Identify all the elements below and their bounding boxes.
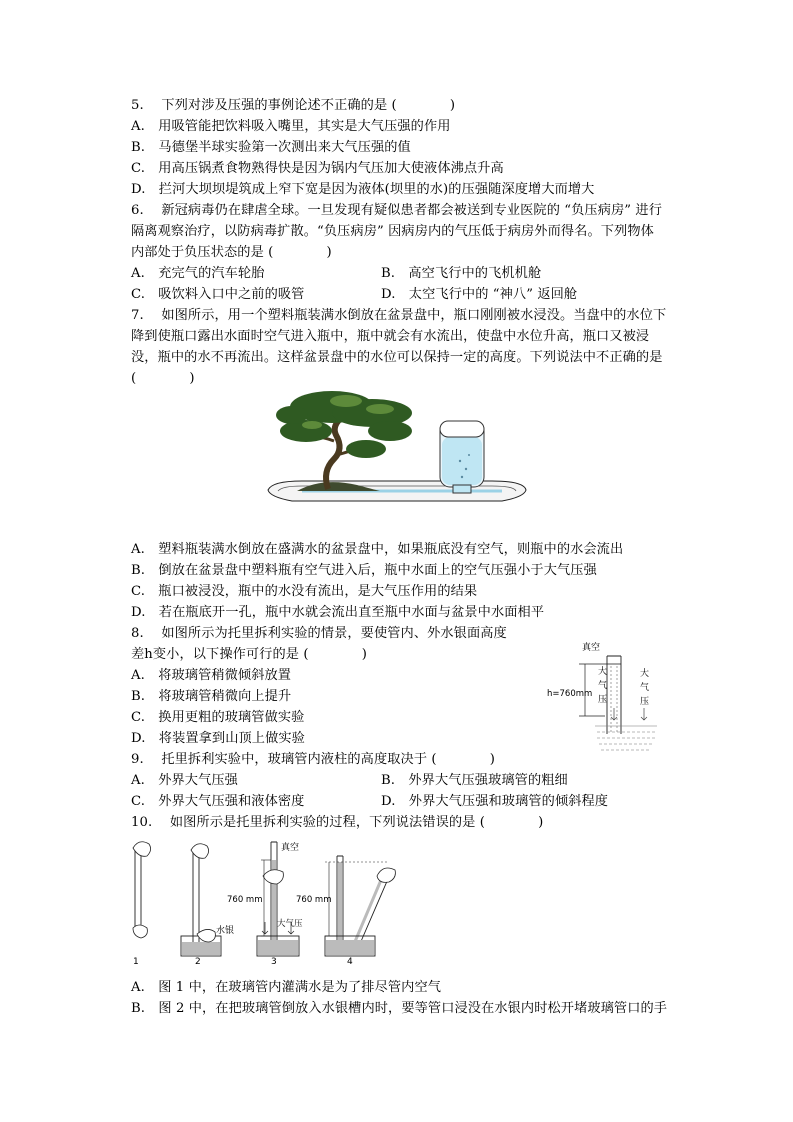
q7-stem-line4: ( ): [131, 371, 195, 386]
step-2: [181, 844, 234, 967]
q10-option-a: A. 图 1 中，在玻璃管内灌满水是为了排尽管内空气: [131, 980, 442, 995]
height-label-2: 760 mm: [296, 895, 332, 905]
q7-option-a: A. 塑料瓶装满水倒放在盛满水的盆景盘中，如果瓶底没有空气，则瓶中的水会流出: [131, 542, 624, 557]
step-number-4: 4: [347, 957, 353, 967]
step-number-1: 1: [133, 957, 139, 967]
q8-stem-line2: 差h变小，以下操作可行的是 ( ): [131, 647, 367, 662]
q6-option-a: A. 充完气的汽车轮胎: [131, 266, 265, 281]
h-760mm-label: h=760mm: [547, 689, 593, 699]
q9-option-b: B. 外界大气压强玻璃管的粗细: [381, 773, 568, 788]
q6-stem-line1: 6. 新冠病毒仍在肆虐全球。一旦发现有疑似患者都会被送到专业医院的 “负压病房” 进行: [131, 203, 662, 218]
step-3: [227, 841, 303, 967]
outer-pressure-char-2: 气: [640, 683, 650, 693]
mercury-label: 水银: [216, 926, 235, 936]
outer-pressure-char-1: 大: [640, 669, 650, 679]
height-label-1: 760 mm: [227, 895, 263, 905]
q9-option-d: D. 外界大气压强和玻璃管的倾斜程度: [381, 794, 609, 809]
q6-option-c: C. 吸饮料入口中之前的吸管: [131, 287, 305, 302]
step-4: [296, 856, 395, 967]
q6-stem-line2: 隔离观察治疗，以防病毒扩散。“负压病房” 因病房内的气压低于病房外而得名。下列物体: [131, 224, 654, 239]
q8-option-b: B. 将玻璃管稍微向上提升: [131, 689, 292, 704]
inner-pressure-char-2: 气: [598, 681, 608, 691]
torricelli-figure: [545, 636, 665, 756]
q7-option-c: C. 瓶口被浸没，瓶中的水没有流出，是大气压作用的结果: [131, 584, 478, 599]
q5-stem: 5. 下列对涉及压强的事例论述不正确的是 ( ): [131, 98, 456, 113]
inner-pressure-char-1: 大: [598, 667, 608, 677]
q7-stem-line1: 7. 如图所示，用一个塑料瓶装满水倒放在盆景盘中，瓶口刚刚被水浸没。当盘中的水位下: [131, 308, 667, 323]
q7-stem-line2: 降到使瓶口露出水面时空气进入瓶中，瓶中就会有水流出，使盘中水位升高，瓶口又被浸: [131, 329, 650, 344]
q8-option-c: C. 换用更粗的玻璃管做实验: [131, 710, 305, 725]
vacuum-label: 真空: [582, 643, 601, 653]
q5-option-b: B. 马德堡半球实验第一次测出来大气压强的值: [131, 140, 411, 155]
q9-option-a: A. 外界大气压强: [131, 773, 238, 788]
step-number-2: 2: [195, 957, 201, 967]
q7-option-d: D. 若在瓶底开一孔，瓶中水就会流出直至瓶中水面与盆景中水面相平: [131, 605, 545, 620]
q8-stem-line1: 8. 如图所示为托里拆利实验的情景，要使管内、外水银面高度: [131, 626, 507, 641]
step-number-3: 3: [271, 957, 277, 967]
pressure-label: 大气压: [277, 919, 303, 929]
torricelli-steps-figure: [125, 836, 425, 976]
q6-stem-line3: 内部处于负压状态的是 ( ): [131, 245, 332, 260]
q5-option-c: C. 用高压锅煮食物熟得快是因为锅内气压加大使液体沸点升高: [131, 161, 504, 176]
q7-stem-line3: 没，瓶中的水不再流出。这样盆景盘中的水位可以保持一定的高度。下列说法中不正确的是: [131, 350, 663, 365]
q8-option-d: D. 将装置拿到山顶上做实验: [131, 731, 305, 746]
q5-option-d: D. 拦河大坝坝堤筑成上窄下宽是因为液体(坝里的水)的压强随深度增大而增大: [131, 182, 595, 197]
q6-option-d: D. 太空飞行中的 “神八” 返回舱: [381, 287, 578, 302]
q9-option-c: C. 外界大气压强和液体密度: [131, 794, 305, 809]
q8-option-a: A. 将玻璃管稍微倾斜放置: [131, 668, 292, 683]
q6-option-b: B. 高空飞行中的飞机机舱: [381, 266, 542, 281]
inner-pressure-char-3: 压: [598, 695, 608, 705]
q5-option-a: A. 用吸管能把饮料吸入嘴里，其实是大气压强的作用: [131, 119, 451, 134]
q10-option-b: B. 图 2 中，在把玻璃管倒放入水银槽内时，要等管口浸没在水银内时松开堵玻璃管口的手: [131, 1001, 668, 1016]
step-1: [133, 842, 151, 967]
q9-stem: 9. 托里拆利实验中，玻璃管内液柱的高度取决于 ( ): [131, 752, 496, 767]
bonsai-bottle-figure: [262, 385, 532, 520]
q7-option-b: B. 倒放在盆景盘中塑料瓶有空气进入后，瓶中水面上的空气压强小于大气压强: [131, 563, 597, 578]
outer-pressure-char-3: 压: [640, 697, 650, 707]
vacuum-label-fig10: 真空: [281, 843, 300, 853]
q10-stem: 10. 如图所示是托里拆利实验的过程，下列说法错误的是 ( ): [131, 815, 544, 830]
